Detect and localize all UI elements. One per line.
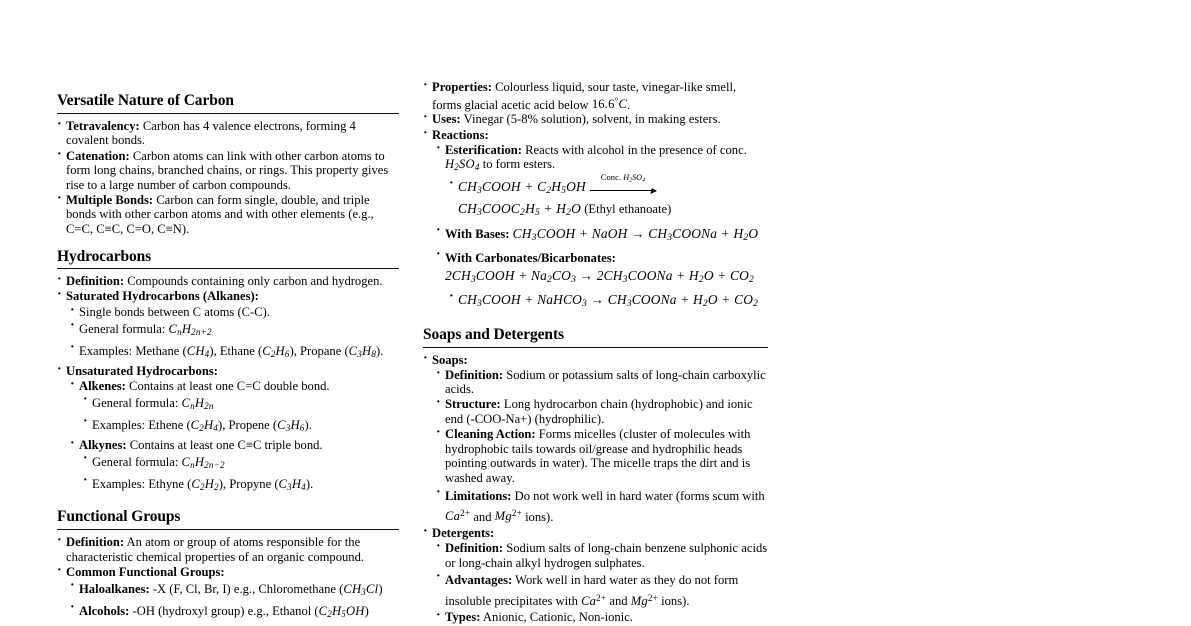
term-text: General formula:	[92, 396, 179, 411]
list-functional-groups	[57, 535, 399, 623]
heading-rule	[57, 113, 399, 114]
term-text: Long hydrocarbon chain (hydrophobic) and ionic end (-COO-Na+) (hydrophilic).	[445, 397, 753, 427]
list-item	[57, 274, 399, 289]
section-heading-versatile-nature-of-carbon: Versatile Nature of Carbon	[57, 92, 234, 109]
sublist-alkenes	[70, 394, 399, 437]
heading-rule	[57, 529, 399, 530]
list-item	[57, 565, 399, 580]
term-definition: Definition:	[445, 540, 504, 555]
list-item	[436, 610, 768, 625]
term-advantages: Advantages:	[445, 573, 513, 588]
reaction-arrow-icon	[590, 171, 656, 194]
formula-calcium-ion: $Ca^{2+}$	[445, 508, 471, 524]
term-esterification: Esterification:	[445, 142, 522, 157]
term-text: ), Ethane (	[209, 344, 263, 359]
term-detergents: Detergents:	[432, 525, 495, 540]
list-item	[423, 353, 768, 368]
term-text: Examples:	[79, 344, 133, 359]
formula-methane: $CH_4$	[186, 344, 210, 360]
term-text: -X (F, Cl, Br, I) e.g., Chloromethane (	[152, 582, 344, 597]
equation-esterification	[449, 171, 768, 200]
list-item	[57, 364, 399, 379]
term-haloalkanes: Haloalkanes:	[79, 582, 150, 597]
term-text: Ethyne (	[148, 477, 192, 492]
list-item	[436, 225, 768, 247]
term-text: -OH (hydroxyl group) e.g., Ethanol (	[132, 604, 319, 619]
term-text: ), Propyne (	[218, 477, 279, 492]
equation-products-formula: $CH_3COOC_2H_5 + H_2O$	[458, 201, 582, 219]
list-item	[70, 438, 399, 453]
list-soaps-detergents	[423, 353, 768, 625]
term-text: Forms micelles (cluster of molecules with hydrophobic tails towards oil/grease and hydrophilic heads pointing outwards in water). The micelle traps the dirt and is washed away.	[445, 427, 751, 485]
list-item: · Examples: Ethene $(C_2H_4)$, Propene $(C_3H_6)$.	[83, 416, 399, 437]
right-column	[423, 80, 768, 626]
term-text: Reacts with alcohol in the presence of conc.	[525, 142, 747, 157]
list-item	[423, 526, 768, 541]
term-text: Ethene (	[148, 418, 191, 433]
term-alcohols: Alcohols:	[79, 604, 130, 619]
list-item	[423, 128, 768, 143]
equation-with-bicarbonates-formula: $CH_3COOH$ + NaHCO$_3$ → $CH_3COONa + H_2O + CO_2$	[458, 291, 759, 309]
formula-propyne: $C_3H_4$	[278, 477, 306, 493]
term-saturated-hydrocarbons: Saturated Hydrocarbons (Alkanes):	[66, 289, 259, 304]
list-hydrocarbons	[57, 274, 399, 496]
section-heading-hydrocarbons: Hydrocarbons	[57, 247, 152, 265]
term-with-carbonates: With Carbonates/Bicarbonates:	[445, 250, 616, 265]
formula-ethyne: $C_2H_2$	[191, 477, 219, 493]
term-text: .	[627, 97, 631, 112]
sublist-unsaturated	[57, 379, 399, 497]
term-text: Contains at least one C≡C triple bond.	[129, 437, 323, 452]
list-item	[57, 119, 399, 148]
list-item	[436, 249, 768, 289]
term-properties: Properties:	[432, 80, 492, 94]
term-text: Contains at least one C=C double bond.	[129, 378, 330, 393]
formula-ethane: $C_2H_6$	[262, 344, 290, 360]
term-text: General formula:	[92, 455, 179, 470]
left-column	[57, 92, 399, 624]
term-cleaning-action: Cleaning Action:	[445, 427, 536, 442]
value-melting-point: 16.6°C	[591, 96, 628, 112]
term-definition: Definition:	[66, 274, 125, 289]
formula-alkyne-general: $C_nH_{2n-2}$	[181, 455, 225, 471]
term-text: ), Propane (	[289, 344, 349, 359]
term-text: Do not work well in hard water (forms scum with	[514, 488, 765, 503]
sublist-alkynes	[70, 453, 399, 496]
equation-products	[449, 200, 768, 222]
sublist-alkanes	[57, 305, 399, 364]
heading-rule	[423, 347, 768, 348]
term-alkenes: Alkenes:	[79, 378, 126, 393]
list-item	[57, 535, 399, 564]
term-text: to form esters.	[482, 157, 556, 172]
list-item	[436, 427, 768, 485]
sublist-esterification-equation	[436, 171, 768, 223]
term-text: Carbon has 4 valence electrons, forming 4 covalent bonds.	[66, 118, 356, 148]
list-item	[57, 193, 399, 237]
list-item	[70, 320, 399, 341]
term-text: General formula:	[79, 322, 166, 337]
formula-chloromethane: $CH_3Cl$	[343, 582, 379, 598]
equation-with-carbonates: $2CH_3COOH + Na_2CO_3$ → $2CH_3COONa + H_2O + CO_2$	[445, 267, 755, 285]
arrow-label: Conc. $H_2SO_4$	[600, 171, 646, 183]
term-uses: Uses:	[432, 112, 461, 127]
formula-ethene: $C_2H_4$	[190, 418, 219, 434]
list-item	[70, 305, 399, 320]
formula-magnesium-ion: $Mg^{2+}$	[494, 508, 522, 524]
list-item	[436, 571, 768, 610]
formula-propane: $C_3H_8$	[348, 344, 377, 360]
equation-reactants: $CH_3COOH + C_2H_5OH$	[458, 178, 586, 196]
arrow-label-formula: $H_2SO_4$	[623, 172, 646, 183]
list-item	[436, 487, 768, 526]
list-item: · Examples: Ethyne $(C_2H_2)$, Propyne $(C_3H_4)$.	[83, 475, 399, 496]
term-text: (Ethyl ethanoate)	[584, 202, 672, 217]
term-definition: Definition:	[445, 367, 504, 382]
list-item: · Examples: Methane $(CH_4)$, Ethane $(C_2H_6)$, Propane $(C_3H_8)$.	[70, 342, 399, 363]
term-text: Carbon atoms can link with other carbon atoms to form long chains, branched chains, or rings. This property gives rise to a large number of carbon compounds.	[66, 148, 389, 192]
sublist-reactions	[423, 143, 768, 313]
list-item	[83, 394, 399, 415]
term-common-functional-groups: Common Functional Groups:	[66, 564, 225, 579]
term-catenation: Catenation:	[66, 148, 130, 163]
term-text: Compounds containing only carbon and hydrogen.	[127, 274, 383, 289]
list-item	[423, 80, 768, 112]
term-text: Work well in hard water as they do not form insoluble precipitates with	[445, 573, 739, 608]
term-alkynes: Alkynes:	[79, 437, 127, 452]
term-unsaturated-hydrocarbons: Unsaturated Hydrocarbons:	[66, 363, 218, 378]
term-text: Colourless liquid, sour taste, vinegar-like smell, forms glacial acetic acid below	[432, 80, 737, 112]
term-types: Types:	[445, 610, 481, 625]
list-item	[70, 379, 399, 394]
term-definition: Definition:	[66, 535, 125, 550]
formula-propene: $C_3H_6$	[277, 418, 305, 434]
formula-sulphuric-acid: $H_2SO_4$	[445, 157, 480, 173]
term-text: and	[473, 509, 492, 524]
list-item	[436, 368, 768, 397]
term-text: Vinegar (5-8% solution), solvent, in making esters.	[463, 112, 721, 127]
list-item	[423, 112, 768, 127]
term-text: An atom or group of atoms responsible for the characteristic chemical properties of an organic compound.	[66, 535, 365, 564]
term-text: Single bonds between C atoms (C-C).	[79, 304, 270, 319]
heading-rule	[57, 268, 399, 269]
term-text: Examples:	[92, 418, 146, 433]
term-tetravalency: Tetravalency:	[66, 118, 140, 133]
equation-with-bases: $CH_3COOH$ + NaOH → $CH_3COONa + H_2O$	[512, 225, 759, 243]
term-soaps: Soaps:	[432, 352, 468, 367]
list-item	[57, 149, 399, 193]
term-with-bases: With Bases:	[445, 226, 510, 241]
list-acetic-acid	[423, 80, 768, 313]
list-item	[436, 397, 768, 426]
list-item	[436, 541, 768, 570]
term-text: ions).	[525, 509, 554, 524]
term-multiple-bonds: Multiple Bonds:	[66, 192, 154, 207]
section-heading-functional-groups: Functional Groups	[57, 508, 181, 526]
sublist-soaps	[423, 368, 768, 526]
section-heading-soaps-and-detergents: Soaps and Detergents	[423, 325, 564, 343]
list-item: · Haloalkanes: -X (F, Cl, Br, I) e.g., Chloromethane $(CH_3Cl)$	[70, 580, 399, 601]
term-reactions: Reactions:	[432, 127, 489, 142]
term-text: Examples:	[92, 477, 146, 492]
term-text: and	[609, 593, 628, 608]
term-limitations: Limitations:	[445, 488, 512, 503]
term-text: Methane (	[135, 344, 187, 359]
formula-ethanol: $C_2H_5OH$	[318, 604, 365, 620]
sublist-common-groups	[57, 580, 399, 623]
list-item: · Alcohols: -OH (hydroxyl group) e.g., Ethanol $(C_2H_5OH)$	[70, 602, 399, 623]
term-text: ions).	[661, 593, 690, 608]
sublist-detergents	[423, 541, 768, 625]
sublist-bicarbonate-equation	[436, 291, 768, 313]
formula-alkane-general: $C_nH_{2n+2}$	[168, 322, 212, 338]
term-text: ), Propene (	[218, 418, 278, 433]
term-text: Sodium salts of long-chain benzene sulphonic acids or long-chain alkyl hydrogen sulphates.	[445, 540, 768, 570]
formula-magnesium-ion: $Mg^{2+}$	[630, 593, 658, 608]
term-text: Anionic, Cationic, Non-ionic.	[482, 610, 633, 625]
list-item	[57, 289, 399, 304]
formula-calcium-ion: $Ca^{2+}$	[581, 593, 607, 608]
formula-alkene-general: $C_nH_{2n}$	[181, 396, 214, 412]
list-item	[83, 453, 399, 474]
equation-with-bicarbonates	[449, 291, 768, 313]
term-text: Carbon can form single, double, and triple bonds with other carbon atoms and with other elements (e.g., C=C, C≡C, C=O, C≡N).	[66, 192, 374, 236]
list-versatile-nature	[57, 119, 399, 237]
term-structure: Structure:	[445, 397, 501, 412]
term-text: Sodium or potassium salts of long-chain carboxylic acids.	[445, 367, 766, 397]
